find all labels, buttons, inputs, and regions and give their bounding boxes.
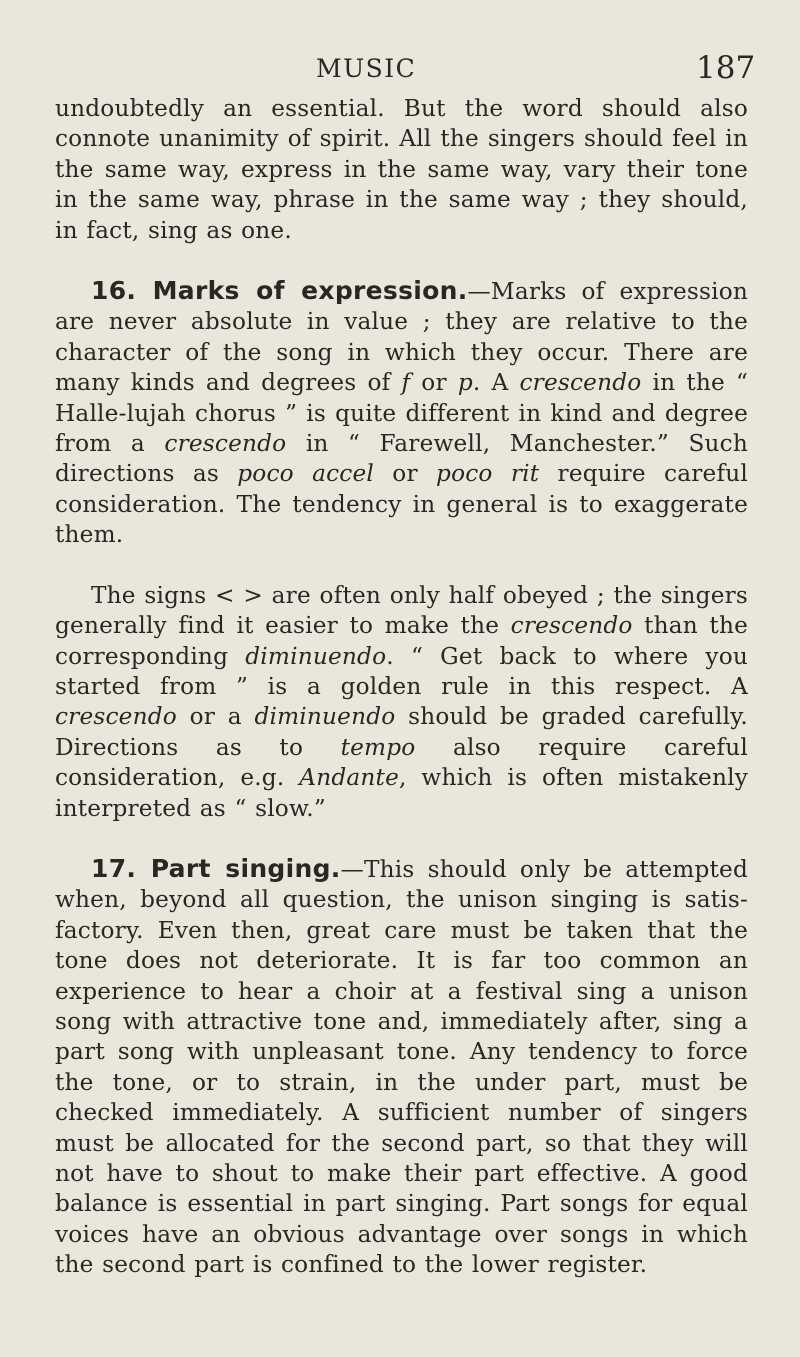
page-number: 187	[696, 50, 756, 86]
paragraph-text: undoubtedly an essential. But the word should also connote unanimity of spirit. All the singers should feel in the same way, express in the same way, vary their tone in the same way, phrase in the same way ; they should, in fact, sing as one.	[55, 95, 748, 244]
paragraph-text: require careful consideration. The tendency in general is to exaggerate them.	[55, 460, 748, 549]
paragraph-text: The signs < > are often only half obeyed ; the singers generally find it easier to make the	[55, 581, 748, 640]
piano-mark: p	[457, 369, 473, 397]
paragraph-text: —This should only be attempted when, beyond all question, the unison singing is satis-factory. Even then, great care must be taken that the tone does not deteriorate. It is far too common an experience to hear a choir at a festival sing a unison song with attractive tone and, immediately after, sing a part song with unpleasant tone. Any tendency to force the tone, or to strain, in the under part, must be checked immediately. A sufficient number of singers must be allocated for the second part, so that they will not have to shout to make their part effective. A good balance is essential in part singing. Part songs for equal voices have an obvious advantage over songs in which the second part is confined to the lower register.	[55, 855, 749, 1279]
section-heading: 16. Marks of expression.	[91, 276, 468, 306]
paragraph-text: or	[410, 369, 458, 397]
paragraph-text: , which is often mistakenly interpreted as “ slow.”	[55, 764, 748, 822]
italic-term: crescendo	[510, 612, 633, 640]
italic-term: crescendo	[164, 430, 287, 458]
paragraph-text: in “ Farewell, Manchester.” Such directions as	[55, 430, 748, 488]
section-heading: 17. Part singing.	[91, 853, 341, 883]
paragraph-signs	[55, 581, 748, 824]
paragraph-text: should be graded carefully. Directions as to	[55, 703, 748, 761]
body-text	[55, 94, 748, 1281]
italic-term: diminuendo	[254, 703, 396, 731]
italic-term: tempo	[340, 733, 416, 761]
italic-term: diminuendo	[245, 642, 387, 670]
paragraph-text: —Marks of expression are never absolute in value ; they are relative to the character of the song in which they occur. There are many kinds and degrees of	[55, 278, 749, 397]
running-head	[0, 50, 800, 94]
paragraph-text: or a	[176, 703, 255, 731]
italic-term: crescendo	[55, 703, 177, 731]
paragraph-text: . A	[472, 369, 520, 397]
forte-mark: f	[401, 369, 411, 397]
paragraph-text: . “ Get back to where you started from ” is a golden rule in this respect. A	[55, 642, 748, 700]
paragraph-continuation	[55, 94, 748, 246]
paragraph-text: in the “ Halle-lujah chorus ” is quite different in kind and degree from a	[55, 369, 748, 458]
italic-term: Andante	[299, 764, 400, 792]
running-title: MUSIC	[316, 54, 417, 83]
italic-term: poco accel	[237, 460, 375, 488]
paragraph-text: or	[374, 460, 437, 488]
italic-term: poco rit	[436, 460, 540, 488]
section-17-part-singing	[55, 854, 748, 1281]
paragraph-text: also require careful consideration, e.g.	[55, 733, 748, 792]
paragraph-text: than the corresponding	[55, 612, 748, 670]
section-16-marks-of-expression	[55, 276, 748, 551]
italic-term: crescendo	[519, 369, 642, 397]
